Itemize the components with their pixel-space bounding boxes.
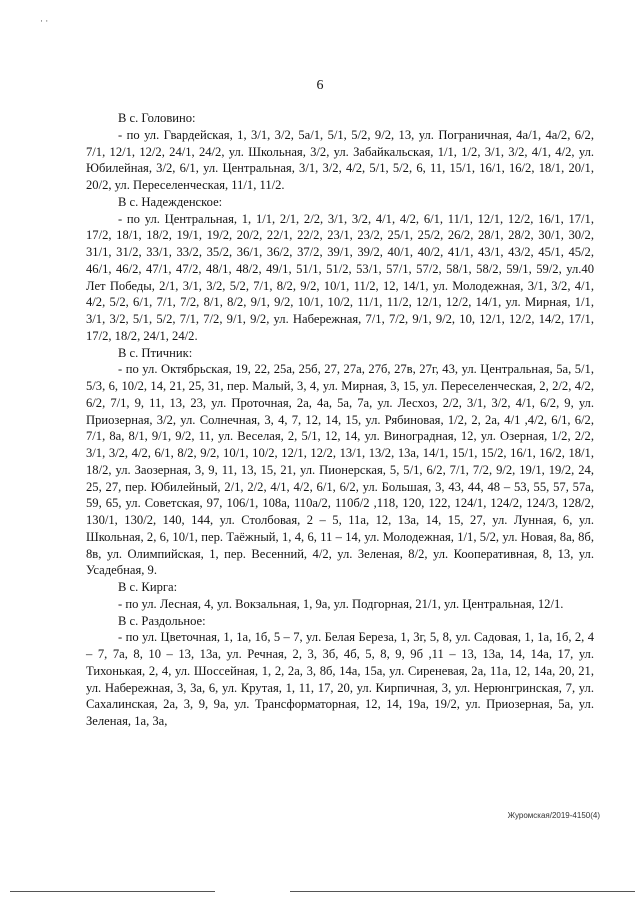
address-list-kirga: - по ул. Лесная, 4, ул. Вокзальная, 1, 9а, ул. Подгорная, 21/1, ул. Центральная, 12/1. — [118, 596, 564, 611]
address-list-golovino: - по ул. Гвардейская, 1, 3/1, 3/2, 5а/1, 5/1, 5/2, 9/2, 13, ул. Пограничная, 4а/1, 4а/2, 6/2, 7/1, 12/1, 12/2, 24/1, 24/2, ул. Школьная, 3/2, ул. Забайкальская, 1/1, 1/2, 3/1, 3/2, 4/1, 4/2, ул. Юбилейная, 3/2, 6/1, ул. Центральная, 3/1, 3/2, 4/2, 5/1, 5/2, 6, 11, 15/1, 16/1, 16/2, 18/1, 20/1, 20/2, ул. Переселенческая, 11/1, 11/2. — [86, 127, 594, 192]
section-heading-kirga: В с. Кирга: — [118, 580, 178, 594]
footer-rule-right — [290, 891, 635, 892]
address-list-ptichnik: - по ул. Октябрьская, 19, 22, 25а, 25б, 27, 27а, 27б, 27в, 27г, 43, ул. Центральная, 5а, 5/1, 5/3, 6, 10/2, 14, 21, 25, 31, пер. Малый, 3, 4, ул. Мирная, 3, 15, ул. Переселенческая, 2, 2/2, 4/2, 6/2, 7/1, 9, 11, 13, 23, ул. Проточная, 2а, 4а, 5а, 7а, ул. Лесхоз, 2/2, 3/1, 3/2, 4/1, 6/2, 9, ул. Приозерная, 3/2, ул. Солнечная, 3, 4, 7, 12, 14, 15, ул. Рябиновая, 1/2, 2, 2а, 4/1 ,4/2, 6/1, 6/2, 7/1, 8а, 8/1, 9/1, 9/2, 11, ул. Веселая, 2, 5/1, 12, 14, ул. Виноградная, 12, ул. Озерная, 1/2, 2/2, 3/1, 3/2, 4/2, 6/1, 8/2, 9/2, 10/1, 10/2, 12/1, 12/2, 13/1, 13/2, 13а, 14/1, 15/1, 15/2, 16/1, 16/2, 18/1, 18/2, ул. Заозерная, 3, 9, 11, 13, 15, 21, ул. Пионерская, 5, 5/1, 6/2, 7/1, 7/2, 9/2, 19/1, 19/2, 24, 25, 27, пер. Юбилейный, 2/1, 2/2, 4/1, 4/2, 6/1, 6/2, ул. Большая, 3, 43, 44, 48 – 53, 55, 57, 57а, 59, 65, ул. Советская, 97, 106/1, 108а, 110а/2, 110б/2 ,118, 120, 122, 124/1, 124/2, 124/3, 128/2, 130/1, 130/2, 140, 144, ул. Столбовая, 2 – 5, 11а, 12, 13а, 14, 15, 27, ул. Лунная, 6, ул. Школьная, 2, 6, 10/1, пер. Таёжный, 1, 4, 6, 11 – 14, ул. Молодежная, 1/1, 5/2, ул. Новая, 8а, 8б, 8в, ул. Олимпийская, 1, пер. Весенний, 4/2, ул. Зеленая, 8/2, ул. Кооперативная, 8, 13, ул. Усадебная, 9. — [86, 362, 594, 578]
address-list-nadezhdenskoe: - по ул. Центральная, 1, 1/1, 2/1, 2/2, 3/1, 3/2, 4/1, 4/2, 6/1, 11/1, 12/1, 12/2, 16/1, 17/1, 17/2, 18/1, 18/2, 19/1, 19/2, 20/2, 22/1, 22/2, 23/1, 23/2, 25/1, 25/2, 26/2, 28/1, 28/2, 30/1, 30/2, 31/1, 31/2, 33/1, 33/2, 35/2, 36/1, 36/2, 37/2, 39/1, 39/2, 40/1, 40/2, 41/1, 43/1, 43/2, 45/1, 45/2, 46/1, 46/2, 47/1, 47/2, 48/1, 48/2, 49/1, 51/1, 51/2, 53/1, 57/1, 57/2, 58/1, 58/2, 59/1, 59/2, ул.40 Лет Победы, 2/1, 3/1, 3/2, 5/2, 7/1, 8/2, 9/2, 10/1, 11/2, 12, 14/1, ул. Молодежная, 3/1, 3/2, 4/1, 4/2, 5/2, 6/1, 7/1, 7/2, 8/1, 8/2, 9/1, 9/2, 10/1, 10/2, 11/1, 11/2, 12/1, 12/2, 14/1, ул. Мирная, 1/1, 3/1, 3/2, 5/1, 5/2, 7/1, 7/2, 9/1, 9/2, ул. Набережная, 7/1, 7/2, 9/1, 9/2, 10, 12/1, 12/2, 14/2, 17/1, 17/2, 18/2, 24/1, 24/2. — [86, 211, 594, 343]
document-body — [86, 110, 594, 730]
address-list-razdolnoe: - по ул. Цветочная, 1, 1а, 1б, 5 – 7, ул. Белая Береза, 1, 3г, 5, 8, ул. Садовая, 1, 1а, 1б, 2, 4 – 7, 7а, 8, 10 – 13, 13а, ул. Речная, 2, 3, 3б, 4б, 5, 8, 9, 9б ,11 – 13, 13а, 14, 14а, 17, ул. Тихонькая, 2, 4, ул. Шоссейная, 1, 2, 2а, 3, 8б, 14а, 15а, ул. Сиреневая, 2а, 11а, 12, 14а, 20, 21, ул. Набережная, 3, 3а, 6, ул. Крутая, 1, 11, 17, 20, ул. Кирпичная, 3, ул. Нерюнгринская, 7, ул. Сахалинская, 2а, 3, 9, 9а, ул. Трансформаторная, 12, 14, 19а, 19/2, ул. Приозерная, 5а, ул. Зеленая, 1а, 3а, — [86, 630, 594, 728]
section-heading-nadezhdenskoe: В с. Надежденское: — [118, 194, 223, 209]
section-heading-golovino: В с. Головино: — [118, 111, 196, 125]
section-heading-ptichnik: В с. Птичник: — [118, 345, 193, 360]
section-heading-razdolnoe: В с. Раздольное: — [118, 613, 206, 628]
footer-rule-left — [10, 891, 215, 892]
scan-mark: · · — [40, 16, 49, 26]
document-code: Журомская/2019-4150(4) — [507, 811, 600, 820]
page-number: 6 — [316, 78, 324, 93]
